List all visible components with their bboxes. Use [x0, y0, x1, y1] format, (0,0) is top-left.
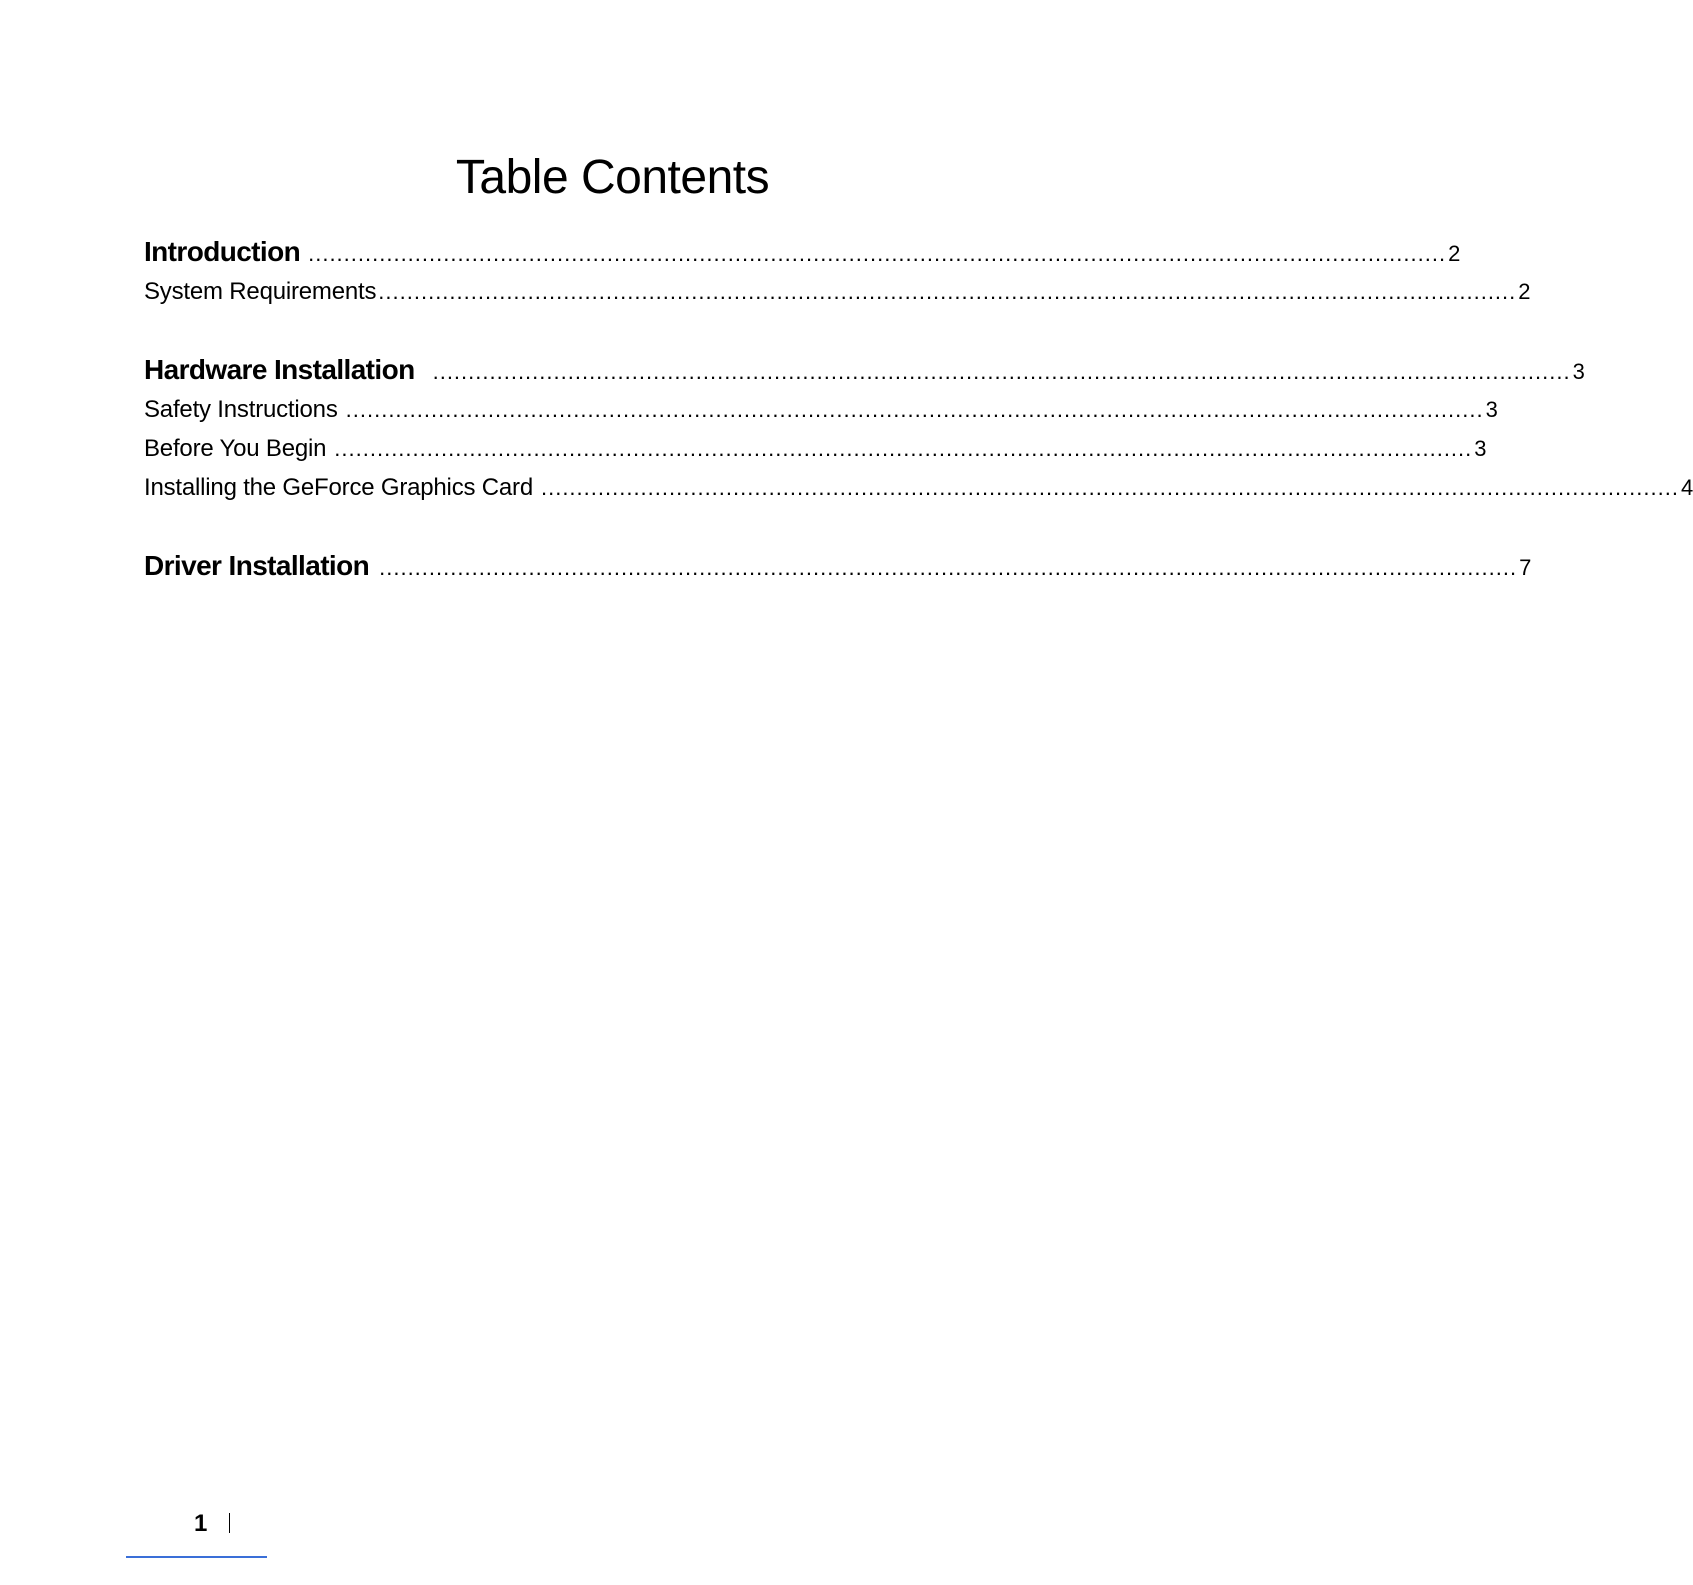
toc-entry-driver-installation[interactable] [144, 546, 1532, 586]
toc-entry-label: Before You Begin [144, 435, 327, 462]
toc-entry-label: Introduction [144, 236, 301, 267]
toc-entry-page: 3 [1572, 359, 1585, 384]
toc-leader-dots: ................................................................................................................................................................ [345, 397, 1484, 422]
toc-entry-label: Hardware Installation [144, 354, 415, 385]
toc-entry-page: 2 [1448, 241, 1461, 266]
toc-leader-dots: ................................................................................................................................................................ [378, 279, 1517, 304]
toc-entry-system-requirements[interactable] [144, 272, 1531, 311]
toc-leader-dots: ................................................................................................................................................................ [379, 555, 1518, 580]
toc-entry-page: 4 [1680, 475, 1693, 500]
table-of-contents [144, 232, 1693, 586]
toc-entry-installing-geforce-card[interactable] [144, 468, 1693, 507]
toc-entry-label: Safety Instructions [144, 396, 338, 423]
toc-entry-safety-instructions[interactable] [144, 390, 1498, 429]
toc-entry-page: 2 [1518, 279, 1531, 304]
toc-leader-dots: ................................................................................................................................................................ [308, 241, 1447, 266]
toc-leader-dots: ................................................................................................................................................................ [540, 475, 1679, 500]
toc-entry-label: Driver Installation [144, 550, 370, 581]
footer-page-number: 1 [194, 1510, 208, 1537]
toc-entry-page: 7 [1519, 555, 1532, 580]
toc-entry-hardware-installation[interactable] [144, 350, 1585, 390]
toc-entry-introduction[interactable] [144, 232, 1461, 272]
toc-entry-page: 3 [1485, 397, 1498, 422]
toc-leader-dots: ................................................................................................................................................................ [334, 436, 1473, 461]
toc-entry-label: System Requirements [144, 278, 377, 305]
footer-separator [229, 1513, 230, 1533]
toc-entry-label: Installing the GeForce Graphics Card [144, 474, 533, 501]
page-title: Table Contents [455, 151, 770, 204]
footer-rule [126, 1556, 267, 1558]
toc-entry-before-you-begin[interactable] [144, 429, 1487, 468]
toc-entry-page: 3 [1474, 436, 1487, 461]
toc-leader-dots: ................................................................................................................................................................ [432, 359, 1571, 384]
